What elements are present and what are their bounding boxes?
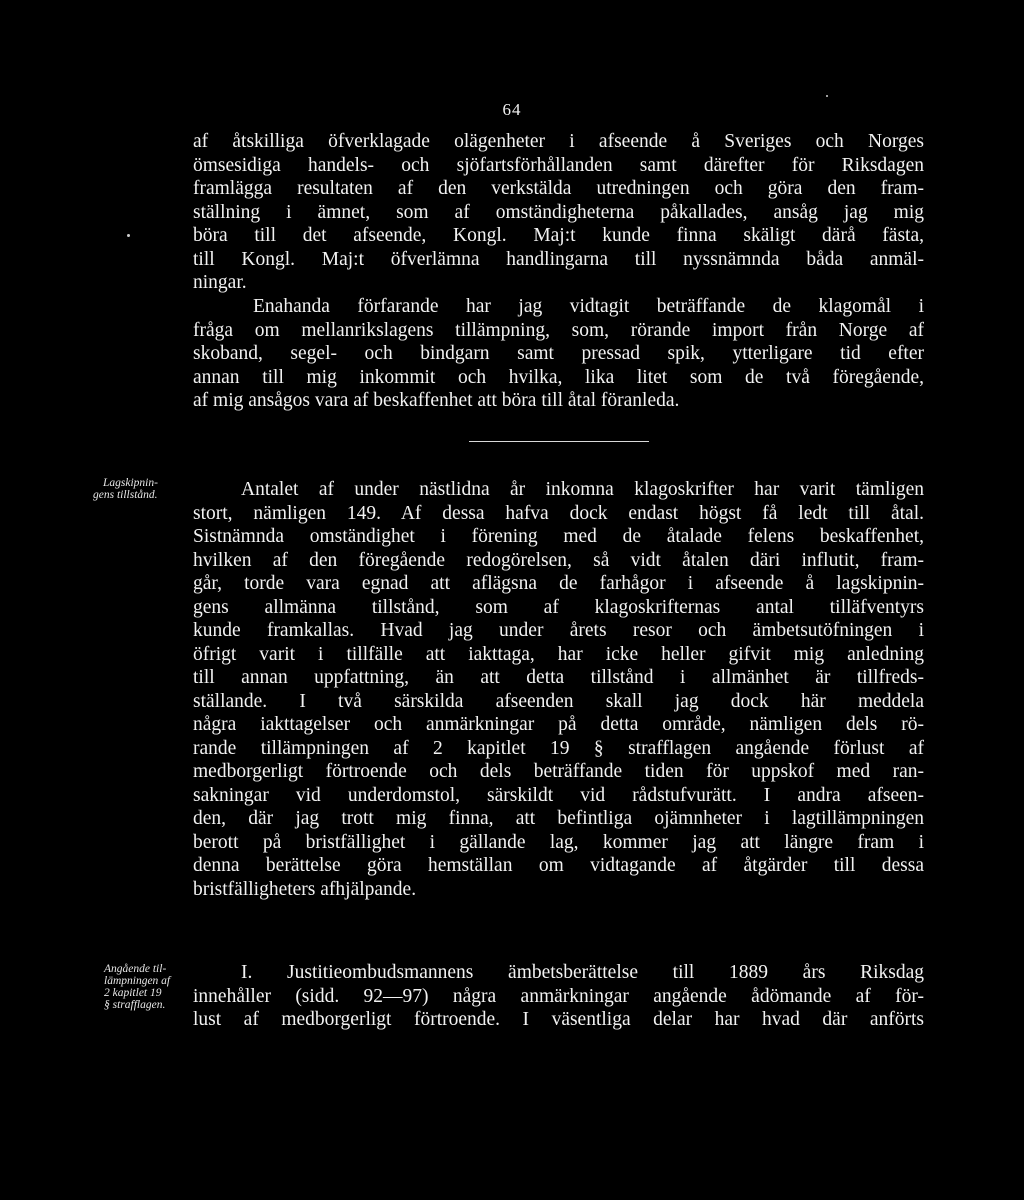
text-line: stort, nämligen 149. Af dessa hafva dock endast högst få ledt till åtal. (193, 502, 924, 524)
text-line: går, torde vara egnad att aflägsna de farhågor i afseende å lagskipnin- (193, 573, 924, 594)
margin-note-line: lämpningen af (104, 975, 171, 987)
text-line: I. Justitieombudsmannens ämbetsberättelse till 1889 års Riksdag (241, 962, 924, 983)
margin-note-line: 2 kapitlet 19 (104, 987, 162, 999)
text-line: kunde framkallas. Hvad jag under årets resor och ämbetsutöfningen i (193, 620, 924, 641)
text-line: ställande. I två särskilda afseenden skall jag dock här meddela (193, 690, 924, 712)
text-line: till annan uppfattning, än att detta tillstånd i allmänhet är tillfreds- (193, 667, 924, 688)
speck-mark (826, 95, 828, 97)
text-line: hvilken af den föregående redogörelsen, så vidt åtalen däri influtit, fram- (193, 549, 924, 571)
text-line: denna berättelse göra hemställan om vidtagande af åtgärder till dessa (193, 855, 924, 876)
text-line: Enahanda förfarande har jag vidtagit beträffande de klagomål i (253, 296, 924, 317)
text-line: rande tillämpningen af 2 kapitlet 19 § strafflagen angående förlust af (193, 737, 924, 759)
text-line: sakningar vid underdomstol, särskildt vid rådstufvurätt. I andra afseen- (193, 784, 924, 806)
text-line: böra till det afseende, Kongl. Maj:t kunde finna skäligt därå fästa, (193, 225, 924, 246)
page-number: 64 (502, 100, 522, 119)
text-line: den, där jag trott mig finna, att befintliga ojämnheter i lagtillämpningen (193, 808, 924, 829)
text-line: öfrigt varit i tillfälle att iakttaga, har icke heller gifvit mig anledning (193, 643, 924, 665)
text-line: innehåller (sidd. 92—97) några anmärkningar angående ådömande af för- (193, 985, 924, 1007)
text-line: af åtskilliga öfverklagade olägenheter i afseende å Sveriges och Norges (193, 131, 924, 152)
text-line: af mig ansågos vara af beskaffenhet att böra till åtal föranleda. (193, 390, 680, 411)
margin-note-line: § strafflagen. (104, 999, 166, 1011)
text-line: Antalet af under nästlidna år inkomna klagoskrifter har varit tämligen (241, 479, 924, 500)
text-line: gens allmänna tillstånd, som af klagoskrifternas antal tilläfventyrs (193, 596, 924, 618)
text-line: ömsesidiga handels- och sjöfartsförhållanden samt därefter för Riksdagen (193, 154, 924, 176)
margin-note-line: Lagskipnin- (103, 477, 158, 489)
text-line: ningar. (193, 272, 247, 293)
margin-note-tillampning (104, 963, 170, 1011)
paragraph-lagskipning (193, 478, 924, 901)
text-line: till Kongl. Maj:t öfverlämna handlingarna till nyssnämnda båda anmäl- (193, 248, 924, 270)
paragraph-1 (193, 130, 924, 295)
text-line: några iakttagelser och anmärkningar på detta område, nämligen dels rö- (193, 714, 924, 735)
text-line: berott på bristfällighet i gällande lag, kommer jag att längre fram i (193, 831, 924, 853)
text-line: ställning i ämnet, som af omständigheterna påkallades, ansåg jag mig (193, 201, 924, 223)
margin-note-line: gens tillstånd. (93, 489, 158, 501)
text-line: bristfälligheters afhjälpande. (193, 878, 417, 900)
text-line: lust af medborgerligt förtroende. I väsentliga delar har hvad där anförts (193, 1009, 924, 1030)
text-line: Sistnämnda omständighet i förening med de åtalade felens beskaffenhet, (193, 526, 924, 547)
paragraph-tillampning (193, 961, 924, 1032)
speck-mark (127, 234, 130, 237)
text-line: medborgerligt förtroende och dels beträffande tiden för uppskof med ran- (193, 761, 924, 782)
margin-note-lagskipning (93, 477, 158, 501)
text-line: annan till mig inkommit och hvilka, lika litet som de två föregående, (193, 366, 924, 388)
text-line: skoband, segel- och bindgarn samt pressad spik, ytterligare tid efter (193, 343, 924, 364)
text-line: framlägga resultaten af den verkstälda utredningen och göra den fram- (193, 178, 924, 199)
paragraph-2 (193, 295, 924, 413)
text-line: fråga om mellanrikslagens tillämpning, som, rörande import från Norge af (193, 319, 924, 341)
margin-note-line: Angående til- (104, 963, 167, 975)
section-divider (469, 441, 649, 442)
